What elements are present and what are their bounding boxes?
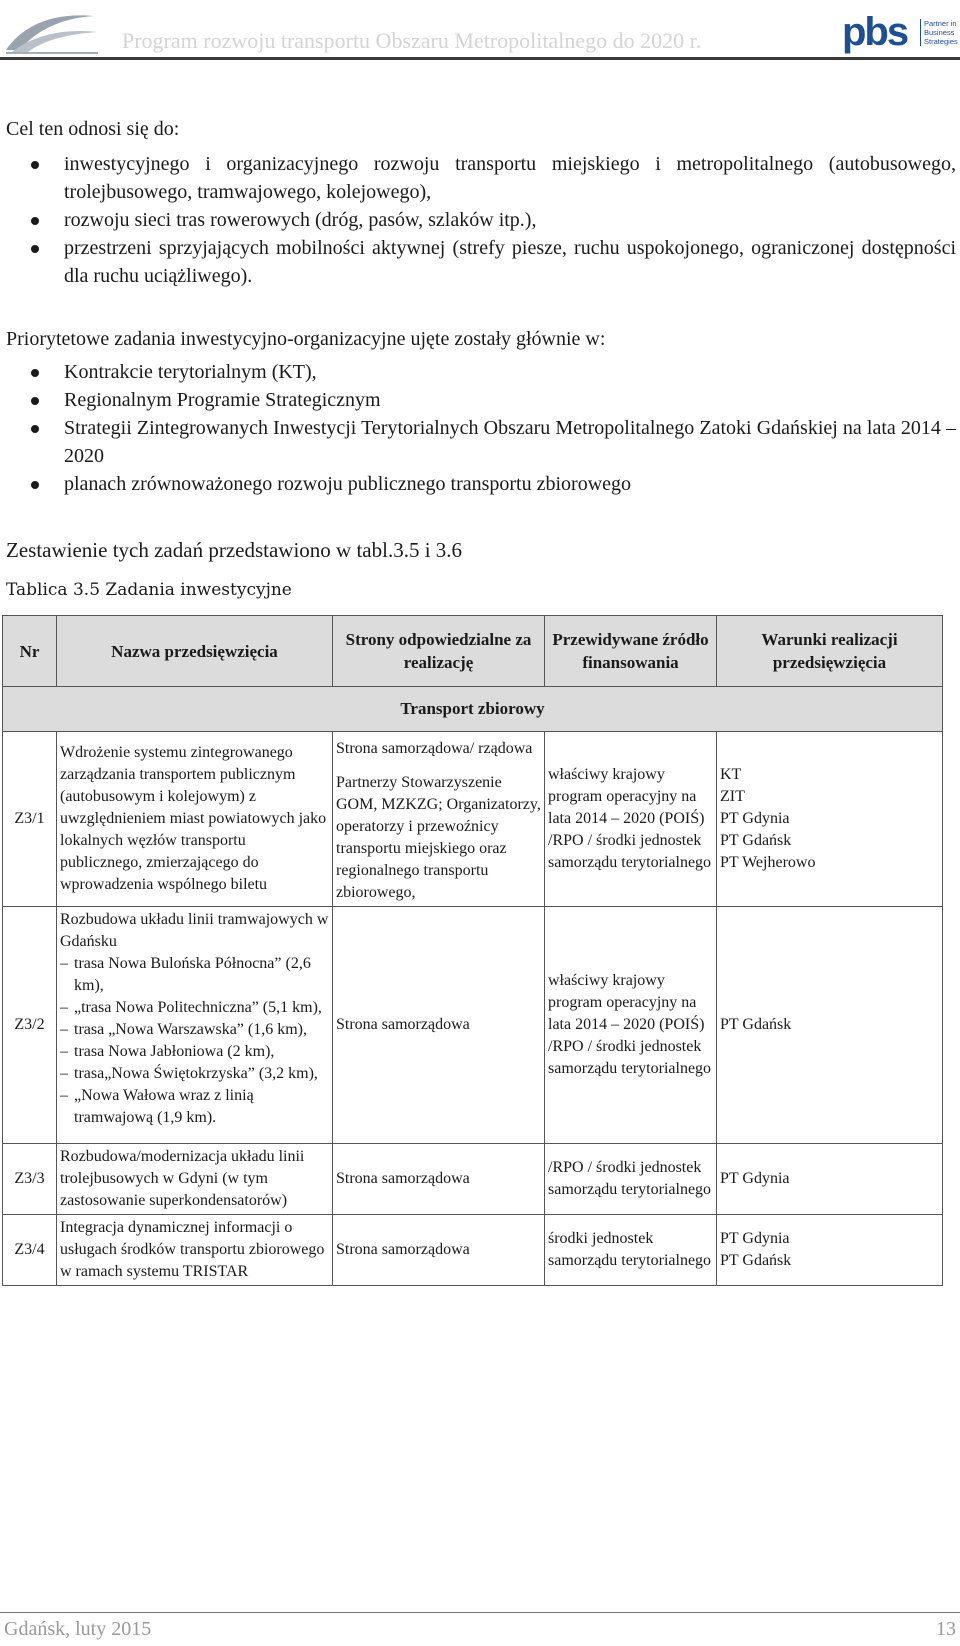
list-item: rozwoju sieci tras rowerowych (dróg, pasów, szlaków itp.), — [6, 206, 956, 234]
row-financing: właściwy krajowy program operacyjny na lata 2014 – 2020 (POIŚ) /RPO / środki jednostek samorządu terytorialnego — [545, 907, 717, 1144]
table-row — [3, 732, 943, 907]
list-item: – „trasa Nowa Politechniczna” (5,1 km), — [60, 997, 329, 1019]
column-header-financing: Przewidywane źródło finansowania — [545, 616, 717, 687]
list-item: przestrzeni sprzyjających mobilności aktywnej (strefy piesze, ruchu uspokojonego, ograniczonej dostępności dla ruchu uciążliwego). — [6, 234, 956, 290]
table-section-row — [3, 687, 943, 732]
pbs-logo-tagline: Partner in Business Strategies — [920, 19, 958, 46]
row-parties: Strona samorządowa — [333, 1144, 545, 1215]
metropolitan-logo-icon — [2, 6, 102, 56]
row-name: Rozbudowa układu linii tramwajowych w Gdańsku – trasa Nowa Bulońska Północna” (2,6 km), – „trasa Nowa Politechniczna” (5,1 km), – trasa „Nowa Warszawska” (1,6 km), – trasa Nowa Jabłoniowa (2 km), – trasa„Nowa Świętokrzyska” (3,2 km), – „Nowa Wałowa wraz z linią tramwajową (1,9 km). — [57, 907, 333, 1144]
tram-routes-list — [60, 953, 329, 1129]
list-item: Kontrakcie terytorialnym (KT), — [6, 358, 956, 386]
goals-list — [6, 150, 956, 290]
list-item: inwestycyjnego i organizacyjnego rozwoju transportu miejskiego i metropolitalnego (autobusowego, trolejbusowego, tramwajowego, kolejowego), — [6, 150, 956, 206]
tasks-table — [2, 615, 943, 1286]
footer-divider — [0, 1612, 960, 1613]
pbs-logo-word: pbs — [842, 10, 908, 54]
row-nr: Z3/3 — [3, 1144, 57, 1215]
bullet-icon — [31, 369, 39, 377]
list-item: – trasa„Nowa Świętokrzyska” (3,2 km), — [60, 1063, 329, 1085]
row-conditions: PT Gdańsk — [717, 907, 943, 1144]
column-header-parties: Strony odpowiedzialne za realizację — [333, 616, 545, 687]
page-header — [0, 0, 960, 62]
document-title: Program rozwoju transportu Obszaru Metropolitalnego do 2020 r. — [122, 28, 702, 53]
row-nr: Z3/1 — [3, 732, 57, 907]
row-parties: Strona samorządowa — [333, 1215, 545, 1286]
table-header-row — [3, 616, 943, 687]
bullet-icon — [31, 397, 39, 405]
row-financing: /RPO / środki jednostek samorządu terytorialnego — [545, 1144, 717, 1215]
page-number: 13 — [936, 1618, 956, 1640]
row-conditions: PT Gdynia PT Gdańsk — [717, 1215, 943, 1286]
list-item: – trasa Nowa Jabłoniowa (2 km), — [60, 1041, 329, 1063]
row-conditions: PT Gdynia — [717, 1144, 943, 1215]
table-row — [3, 1144, 943, 1215]
bullet-icon — [31, 245, 39, 253]
list-item: – trasa Nowa Bulońska Północna” (2,6 km), — [60, 953, 329, 997]
row-name: Wdrożenie systemu zintegrowanego zarządzania transportem publicznym (autobusowym i kolejowym) z uwzględnieniem miast powiatowych jako lokalnych węzłów transportu publicznego, zmierzającego do wprowadzenia wspólnego biletu — [57, 732, 333, 907]
column-header-name: Nazwa przedsięwzięcia — [57, 616, 333, 687]
pbs-logo — [842, 2, 958, 58]
row-nr: Z3/2 — [3, 907, 57, 1144]
bullet-icon — [31, 217, 39, 225]
row-name: Integracja dynamicznej informacji o usługach środków transportu zbiorowego w ramach systemu TRISTAR — [57, 1215, 333, 1286]
row-financing: właściwy krajowy program operacyjny na lata 2014 – 2020 (POIŚ) /RPO / środki jednostek samorządu terytorialnego — [545, 732, 717, 907]
section-label: Transport zbiorowy — [3, 687, 943, 732]
list-item: planach zrównoważonego rozwoju publicznego transportu zbiorowego — [6, 470, 956, 498]
list-item: – „Nowa Wałowa wraz z linią tramwajową (1,9 km). — [60, 1085, 329, 1129]
bullet-icon — [31, 161, 39, 169]
row-name: Rozbudowa/modernizacja układu linii trolejbusowych w Gdyni (w tym zastosowanie superkondensatorów) — [57, 1144, 333, 1215]
footer-place-date: Gdańsk, luty 2015 — [4, 1618, 152, 1640]
header-divider — [0, 57, 960, 60]
column-header-nr: Nr — [3, 616, 57, 687]
row-financing: środki jednostek samorządu terytorialnego — [545, 1215, 717, 1286]
row-nr: Z3/4 — [3, 1215, 57, 1286]
list-item: Strategii Zintegrowanych Inwestycji Terytorialnych Obszaru Metropolitalnego Zatoki Gdańskiej na lata 2014 – 2020 — [6, 414, 956, 470]
list-item: Regionalnym Programie Strategicznym — [6, 386, 956, 414]
table-caption: Tablica 3.5 Zadania inwestycyjne — [6, 580, 292, 600]
row-conditions: KT ZIT PT Gdynia PT Gdańsk PT Wejherowo — [717, 732, 943, 907]
bullet-icon — [31, 481, 39, 489]
priority-intro: Priorytetowe zadania inwestycyjno-organizacyjne ujęte zostały głównie w: — [6, 328, 606, 350]
column-header-conditions: Warunki realizacji przedsięwzięcia — [717, 616, 943, 687]
row-parties: Strona samorządowa/ rządowa Partnerzy Stowarzyszenie GOM, MZKZG; Organizatorzy, operatorzy i przewoźnicy transportu miejskiego oraz regionalnego transportu zbiorowego, — [333, 732, 545, 907]
bullet-icon — [31, 425, 39, 433]
table-row — [3, 907, 943, 1144]
priority-list — [6, 358, 956, 498]
table-row — [3, 1215, 943, 1286]
row-parties: Strona samorządowa — [333, 907, 545, 1144]
list-item: – trasa „Nowa Warszawska” (1,6 km), — [60, 1019, 329, 1041]
intro-paragraph: Cel ten odnosi się do: — [6, 118, 180, 140]
summary-paragraph: Zestawienie tych zadań przedstawiono w tabl.3.5 i 3.6 — [6, 538, 463, 562]
